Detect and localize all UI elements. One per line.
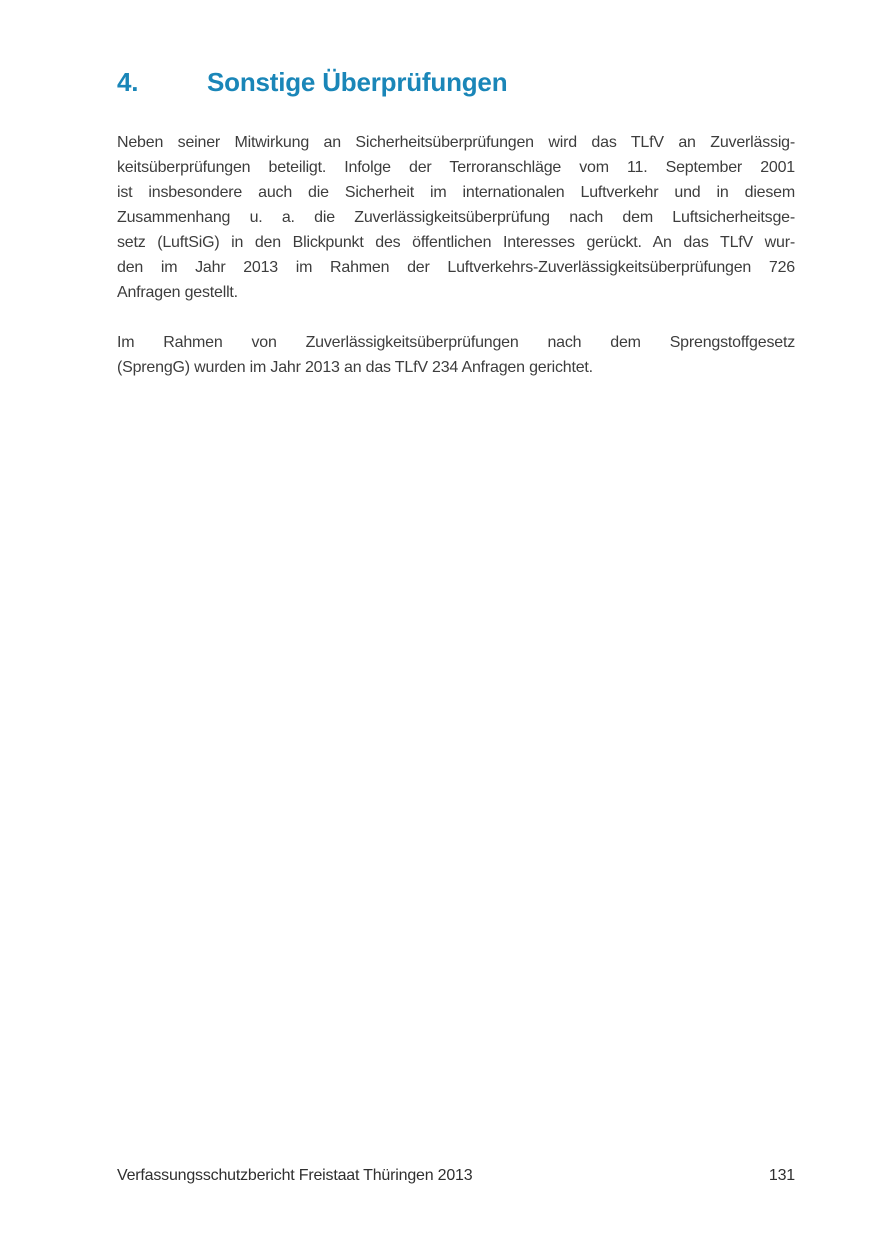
text-line: Im Rahmen von Zuverlässigkeitsüberprüfungen nach dem Sprengstoffgesetz bbox=[117, 334, 795, 351]
text-line: keitsüberprüfungen beteiligt. Infolge der Terroranschläge vom 11. September 2001 bbox=[117, 159, 795, 176]
section-number: 4. bbox=[117, 67, 139, 97]
page-footer bbox=[117, 1165, 795, 1186]
text-line: setz (LuftSiG) in den Blickpunkt des öffentlichen Interesses gerückt. An das TLfV wur- bbox=[117, 234, 795, 251]
text-line: den im Jahr 2013 im Rahmen der Luftverkehrs-Zuverlässigkeitsüberprüfungen 726 bbox=[117, 259, 795, 276]
text-line: Anfragen gestellt. bbox=[117, 284, 238, 301]
paragraph bbox=[117, 330, 795, 380]
footer-report-title: Verfassungsschutzbericht Freistaat Thüringen 2013 bbox=[117, 1167, 473, 1184]
text-line: Zusammenhang u. a. die Zuverlässigkeitsüberprüfung nach dem Luftsicherheitsge- bbox=[117, 209, 795, 226]
text-line: ist insbesondere auch die Sicherheit im internationalen Luftverkehr und in diesem bbox=[117, 184, 795, 201]
section-heading bbox=[117, 66, 795, 98]
text-line: (SprengG) wurden im Jahr 2013 an das TLfV 234 Anfragen gerichtet. bbox=[117, 359, 593, 376]
footer-page-number: 131 bbox=[768, 1167, 795, 1184]
text-block bbox=[117, 130, 795, 380]
text-line: Neben seiner Mitwirkung an Sicherheitsüberprüfungen wird das TLfV an Zuverlässig- bbox=[117, 134, 795, 151]
content-area bbox=[117, 66, 795, 380]
paragraph bbox=[117, 130, 795, 305]
section-title: Sonstige Überprüfungen bbox=[207, 67, 508, 97]
